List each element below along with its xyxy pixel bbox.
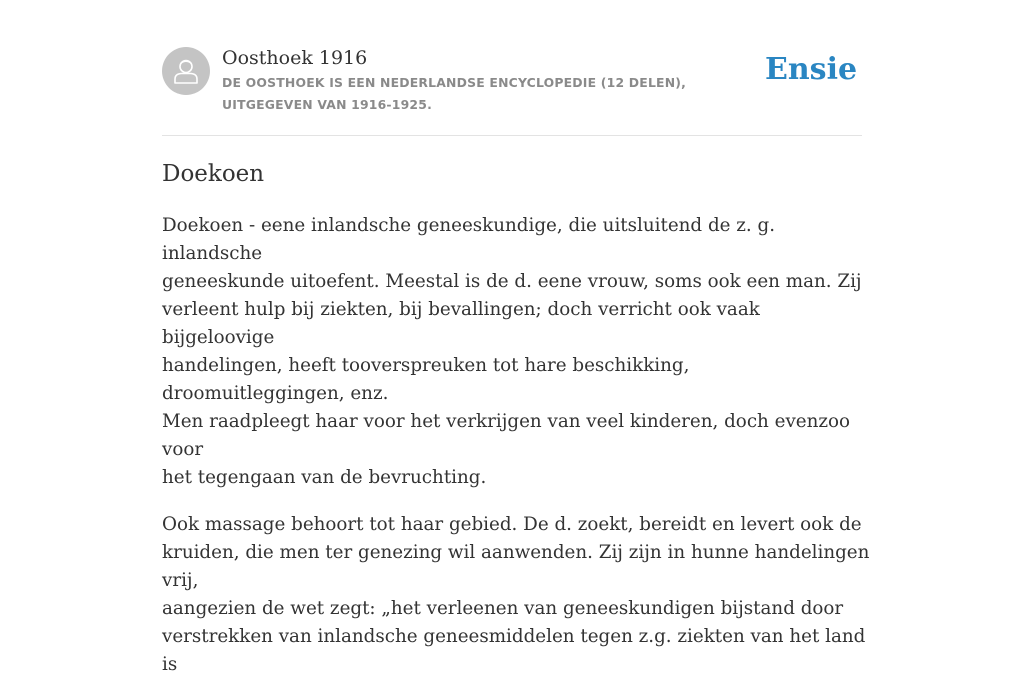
article-body [162,212,872,698]
source-name[interactable]: Oosthoek 1916 [222,47,368,69]
article-title: Doekoen [162,161,265,187]
header-divider [162,135,862,136]
article-paragraph: Ook massage behoort tot haar gebied. De d. zoekt, bereidt en levert ook de kruiden, die men ter genezing wil aanwenden. Zij zijn in hunne handelingen vrij, aangezien de wet zegt: „het verleenen van geneeskundigen bijstand door verstrekken van inlandsche geneesmiddelen tegen z.g. ziekten van het land is [162,514,870,675]
avatar[interactable] [162,47,210,95]
source-description: DE OOSTHOEK IS EEN NEDERLANDSE ENCYCLOPEDIE (12 DELEN), UITGEGEVEN VAN 1916-1925. [222,75,687,112]
source-header [162,46,862,136]
ensie-logo[interactable]: Ensie [765,52,858,87]
user-icon [162,47,210,95]
article-paragraph: Doekoen - eene inlandsche geneeskundige, die uitsluitend de z. g. inlandsche geneeskunde uitoefent. Meestal is de d. eene vrouw, soms ook een man. Zij verleent hulp bij ziekten, bij bevallingen; doch verricht ook vaak bijgeloovige handelingen, heeft tooverspreuken tot hare beschikking, droomuitleggingen, enz. Men raadpleegt haar voor het verkrijgen van veel kinderen, doch evenzoo voor het tegengaan van de bevruchting. [162,215,862,488]
